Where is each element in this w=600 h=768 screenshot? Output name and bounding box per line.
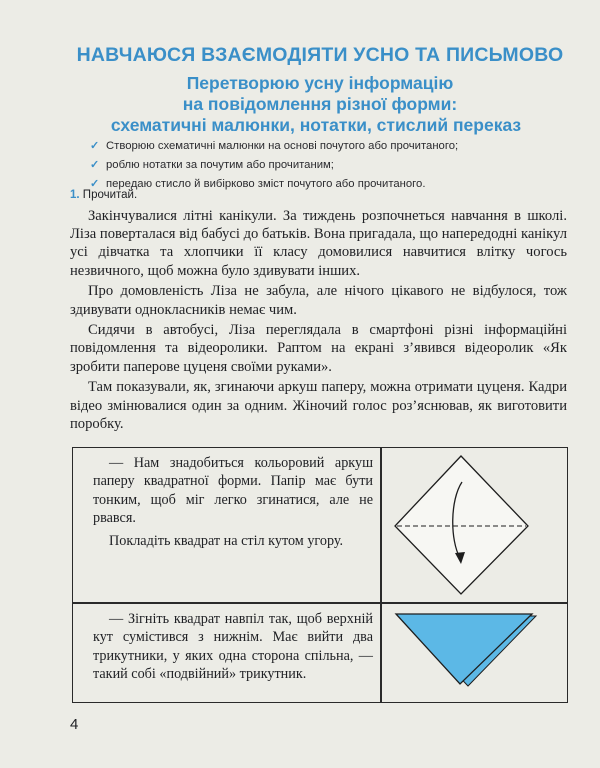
step-2-text bbox=[93, 610, 373, 688]
goal-text: передаю стисло й вибірково зміст почутого або прочитаного. bbox=[106, 178, 426, 190]
story-paragraph: Закінчувалися літні канікули. За тиждень розпочнеться навчання в школі. Ліза поверталася від бабусі до батьків. Вона пригадала, що напередодні канікул усі дівчатка та хлопчики її класу домовилися навчитися влітку чогось незвичного, щоб можна було здивувати інших. bbox=[70, 208, 567, 279]
goal-item bbox=[90, 137, 570, 156]
goal-text: роблю нотатки за почутим або прочитаним; bbox=[106, 159, 334, 171]
step-1-text bbox=[93, 454, 373, 554]
goal-item bbox=[90, 175, 570, 194]
learning-goals bbox=[90, 137, 570, 194]
section-title: НАВЧАЮСЯ ВЗАЄМОДІЯТИ УСНО ТА ПИСЬМОВО bbox=[76, 44, 564, 66]
front-triangle bbox=[396, 614, 532, 684]
checkmark-icon: ✓ bbox=[90, 178, 100, 190]
checkmark-icon: ✓ bbox=[90, 140, 100, 152]
goal-text: Створюю схематичні малюнки на основі почутого або прочитаного; bbox=[106, 140, 459, 152]
step-paragraph: — Зігніть квадрат навпіл так, щоб верхній кут сумістився з нижнім. Має вийти два трикутники, у яких одна сторона спільна, — такий собі «подвійний» трикутник. bbox=[93, 611, 373, 683]
table-divider-vertical bbox=[380, 448, 382, 702]
goal-item bbox=[90, 156, 570, 175]
subtitle-line-1: Перетворюю усну інформацію bbox=[186, 73, 454, 93]
task-instruction: Прочитай. bbox=[82, 189, 138, 201]
subtitle-line-3: схематичні малюнки, нотатки, стислий переказ bbox=[110, 115, 522, 135]
task-heading bbox=[70, 189, 137, 201]
step-paragraph: — Нам знадобиться кольоровий аркуш паперу квадратної форми. Папір має бути тонким, щоб міг легко згинатися, але не рвався. bbox=[93, 455, 373, 527]
table-divider-horizontal bbox=[73, 602, 567, 604]
double-triangle-diagram bbox=[388, 608, 563, 698]
story-paragraph: Про домовленість Ліза не забула, але нічого цікавого не відбулося, тож здивувати однокласників немає чим. bbox=[70, 283, 567, 318]
checkmark-icon: ✓ bbox=[90, 159, 100, 171]
page-number: 4 bbox=[70, 716, 79, 733]
square-corner-up-diagram bbox=[388, 452, 563, 598]
story-paragraph: Там показували, як, згинаючи аркуш паперу, можна отримати цуценя. Кадри відео змінювалися один за одним. Жіночий голос роз’яснював, як виготовити поробку. bbox=[70, 379, 567, 432]
story-paragraph: Сидячи в автобусі, Ліза переглядала в смартфоні різні інформаційні повідомлення та відеоролики. Раптом на екрані з’явився відеоролик «Як зробити паперове цуценя своїми руками». bbox=[70, 322, 567, 375]
subtitle-line-2: на повідомлення різної форми: bbox=[182, 94, 458, 114]
instruction-table bbox=[72, 447, 568, 703]
task-number: 1. bbox=[70, 189, 80, 201]
story-text bbox=[70, 207, 567, 435]
paper-square-outline bbox=[395, 456, 528, 594]
step-paragraph: Покладіть квадрат на стіл кутом угору. bbox=[109, 532, 344, 549]
